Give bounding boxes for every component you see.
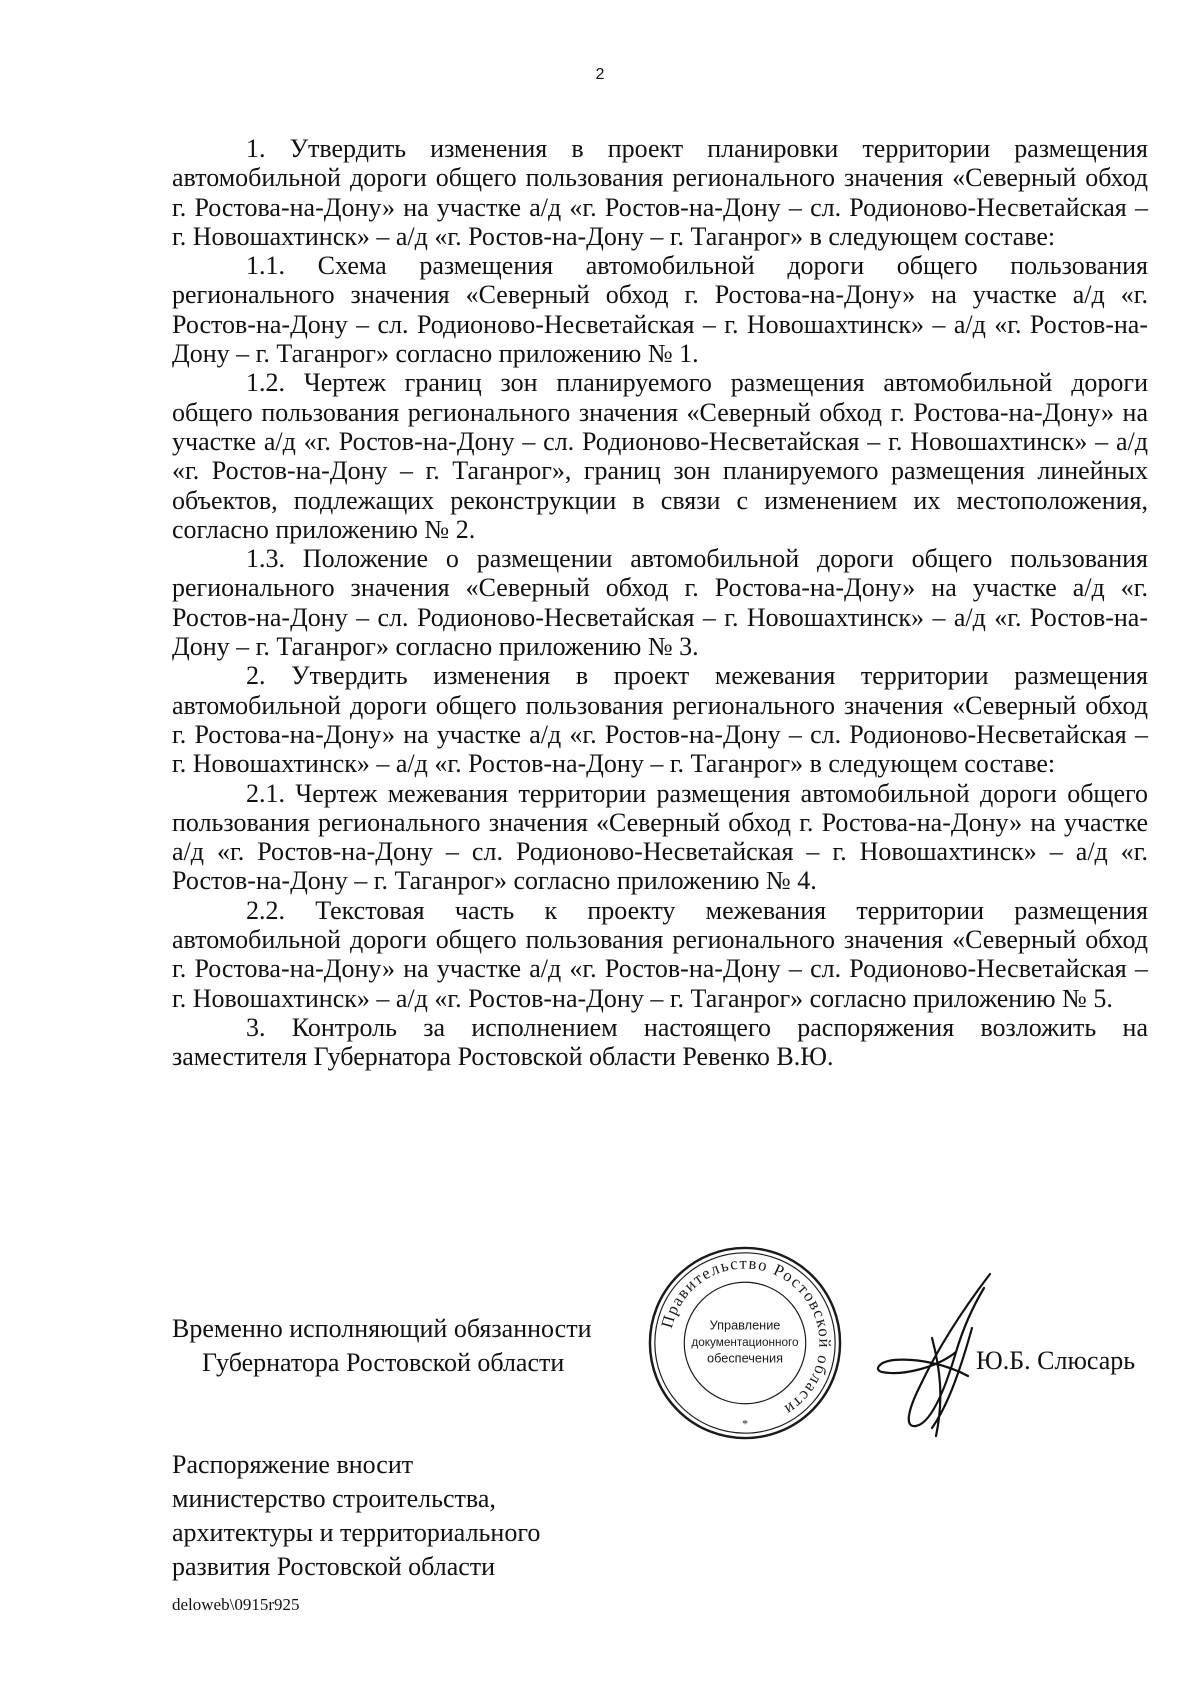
paragraph-2-1: 2.1. Чертеж межевания территории размещения автомобильной дороги общего пользования регионального значения «Северный обход г. Ростова-на-Дону» на участке а/д «г. Ростов-на-Дону – сл. Родионово-Несветайская – г. Новошахтинск» – а/д «г. Ростов-на-Дону – г. Таганрог» согласно приложению № 4.: [172, 778, 1148, 896]
order-body: [172, 134, 1148, 1072]
signature-title-line1: Временно исполняющий обязанности: [172, 1314, 592, 1343]
stamp-outer-text: Правительство Ростовской области: [657, 1253, 835, 1420]
paragraph-2: 2. Утвердить изменения в проект межевания территории размещения автомобильной дороги общего пользования регионального значения «Северный обход г. Ростова-на-Дону» на участке а/д «г. Ростов-на-Дону – сл. Родионово-Несветайская – г. Новошахтинск» – а/д «г. Ростов-на-Дону – г. Таганрог» в следующем составе:: [172, 661, 1148, 779]
paragraph-1-1: 1.1. Схема размещения автомобильной дороги общего пользования регионального значения «Северный обход г. Ростова-на-Дону» на участке а/д «г. Ростов-на-Дону – сл. Родионово-Несветайская – г. Новошахтинск» – а/д «г. Ростов-на-Дону – г. Таганрог» согласно приложению № 1.: [172, 251, 1148, 369]
paragraph-1: 1. Утвердить изменения в проект планировки территории размещения автомобильной дороги общего пользования регионального значения «Северный обход г. Ростова-на-Дону» на участке а/д «г. Ростов-на-Дону – сл. Родионово-Несветайская – г. Новошахтинск» – а/д «г. Ростов-на-Дону – г. Таганрог» в следующем составе:: [172, 134, 1148, 251]
svg-text:*: *: [742, 1417, 748, 1431]
signer-name: Ю.Б. Слюсарь: [976, 1346, 1136, 1375]
submitter-line1: Распоряжение вносит: [172, 1450, 414, 1479]
signature-title-line2: Губернатора Ростовской области: [202, 1348, 565, 1377]
page-number: 2: [595, 66, 605, 83]
official-seal-stamp: [647, 1245, 843, 1441]
paragraph-1-2: 1.2. Чертеж границ зон планируемого размещения автомобильной дороги общего пользования регионального значения «Северный обход г. Ростова-на-Дону» на участке а/д «г. Ростов-на-Дону – сл. Родионово-Несветайская – г. Новошахтинск» – а/д «г. Ростов-на-Дону – г. Таганрог», границ зон планируемого размещения линейных объектов, подлежащих реконструкции в связи с изменением их местоположения, согласно приложению № 2.: [172, 368, 1148, 544]
paragraph-3: 3. Контроль за исполнением настоящего распоряжения возложить на заместителя Губернатора Ростовской области Ревенко В.Ю.: [172, 1012, 1148, 1072]
paragraph-2-2: 2.2. Текстовая часть к проекту межевания территории размещения автомобильной дороги общего пользования регионального значения «Северный обход г. Ростова-на-Дону» на участке а/д «г. Ростов-на-Дону – сл. Родионово-Несветайская – г. Новошахтинск» – а/д «г. Ростов-на-Дону – г. Таганрог» согласно приложению № 5.: [172, 895, 1148, 1013]
submitter-line2: министерство строительства,: [172, 1484, 496, 1513]
submitter-line4: развития Ростовской области: [172, 1552, 496, 1581]
submitted-by: [172, 1448, 540, 1584]
document-code: deloweb\0915r925: [172, 1595, 300, 1614]
signature-title: [172, 1312, 592, 1380]
stamp-inner-line3: обеспечения: [707, 1350, 783, 1366]
submitter-line3: архитектуры и территориального: [172, 1518, 541, 1547]
paragraph-1-3: 1.3. Положение о размещении автомобильной дороги общего пользования регионального значения «Северный обход г. Ростова-на-Дону» на участке а/д «г. Ростов-на-Дону – сл. Родионово-Несветайская – г. Новошахтинск» – а/д «г. Ростов-на-Дону – г. Таганрог» согласно приложению № 3.: [172, 544, 1148, 662]
stamp-inner-line2: документационного: [691, 1335, 799, 1349]
stamp-inner-line1: Управление: [709, 1317, 781, 1333]
